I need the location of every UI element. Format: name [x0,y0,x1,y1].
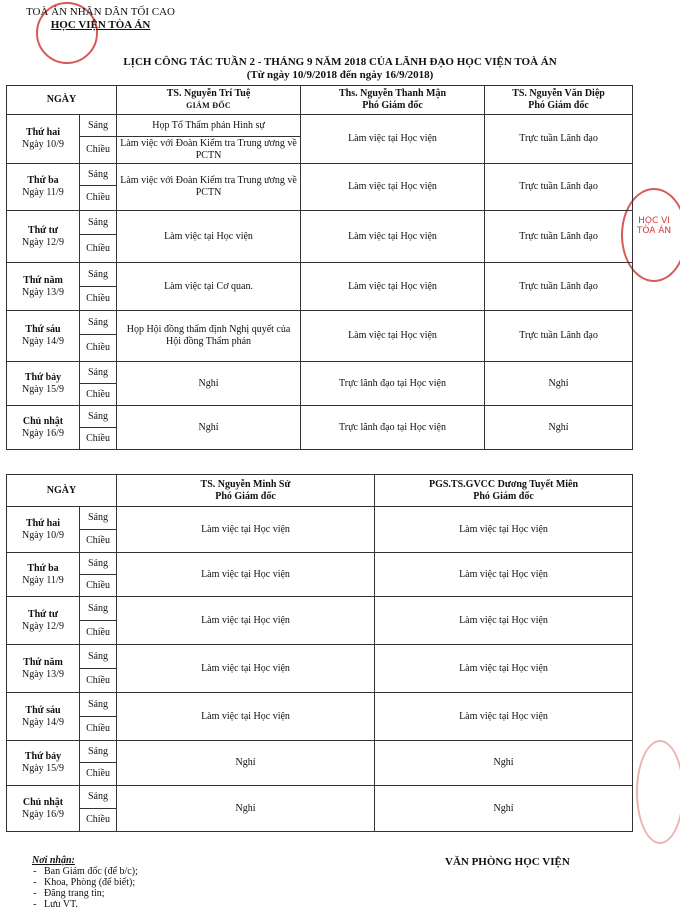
schedule-cell: Nghỉ [117,741,375,786]
schedule-cell: Làm việc với Đoàn Kiểm tra Trung ương về PCTN [117,137,301,164]
document-title [0,56,680,82]
stamp-text: TÒA ÁN [636,226,672,236]
session-am: Sáng [80,553,117,575]
date: Ngày 13/9 [22,286,64,298]
table-row [7,115,633,137]
table-row [7,211,633,235]
recipients-label: Nơi nhận: [32,855,75,866]
session-pm: Chiều [80,621,117,645]
table-row [7,645,633,669]
schedule-table-2 [6,474,633,832]
schedule-cell: Làm việc tại Học viện [117,211,301,263]
schedule-cell: Làm việc tại Học viện [301,263,485,311]
weekday: Thứ ba [27,175,59,186]
day-cell [7,211,80,263]
date: Ngày 10/9 [22,139,64,150]
leader-role: Phó Giám đốc [362,100,423,111]
leader-name: PGS.TS.GVCC Dương Tuyết Miên [428,478,579,490]
weekday: Thứ sáu [25,704,61,716]
date: Ngày 15/9 [22,763,64,774]
schedule-cell: Làm việc tại Học viện [301,115,485,164]
session-pm: Chiều [80,669,117,693]
weekday: Thứ tư [27,608,59,620]
leader-name: TS. Nguyễn Minh Sử [200,478,291,490]
session-am: Sáng [80,406,117,428]
date: Ngày 14/9 [22,336,64,347]
session-pm: Chiều [80,287,117,311]
schedule-cell: Trực lãnh đạo tại Học viện [301,362,485,406]
list-item: - Khoa, Phòng (để biết); [44,877,138,888]
date: Ngày 11/9 [22,574,64,586]
schedule-cell: Làm việc tại Học viện [301,311,485,362]
session-am: Sáng [80,311,117,335]
schedule-cell: Làm việc tại Học viện [301,164,485,211]
table-row [7,786,633,809]
day-column-header: NGÀY [7,475,117,507]
leader-name: TS. Nguyễn Văn Diệp [512,88,605,99]
list-item: - Ban Giám đốc (để b/c); [44,866,138,877]
session-pm: Chiều [80,137,117,164]
session-am: Sáng [80,507,117,530]
weekday: Thứ hai [25,127,61,138]
date: Ngày 14/9 [22,716,64,728]
leader-role: Phó Giám đốc [473,490,534,502]
weekday: Chủ nhật [22,796,64,808]
date: Ngày 15/9 [22,383,64,395]
schedule-cell: Nghỉ [375,741,633,786]
day-cell [7,741,80,786]
recipients-block [32,855,138,910]
schedule-cell: Trực tuần Lãnh đạo [485,115,633,164]
document-header [26,6,175,32]
schedule-cell: Trực lãnh đạo tại Học viện [301,406,485,450]
schedule-cell: Làm việc tại Cơ quan. [117,263,301,311]
leader-name: Ths. Nguyễn Thanh Mận [338,88,447,99]
session-am: Sáng [80,741,117,763]
schedule-cell: Làm việc tại Học viện [117,553,375,597]
schedule-cell: Làm việc tại Học viện [117,507,375,553]
weekday: Chủ nhật [22,415,64,427]
date: Ngày 16/9 [22,427,64,439]
session-pm: Chiều [80,186,117,211]
day-cell [7,786,80,832]
schedule-cell: Trực tuần Lãnh đạo [485,311,633,362]
session-pm: Chiều [80,575,117,597]
title-date-range: (Từ ngày 10/9/2018 đến ngày 16/9/2018) [246,69,434,81]
day-cell [7,693,80,741]
day-cell [7,311,80,362]
table-row [7,311,633,335]
leader-header [117,475,375,507]
date: Ngày 13/9 [22,668,64,680]
leader-role: GIÁM ĐỐC [186,101,231,110]
date: Ngày 12/9 [22,236,64,248]
date: Ngày 10/9 [22,529,64,541]
session-pm: Chiều [80,717,117,741]
table-row [7,164,633,186]
table-row [7,741,633,763]
table-row [7,597,633,621]
weekday: Thứ hai [25,517,61,529]
session-pm: Chiều [80,335,117,362]
day-cell [7,164,80,211]
session-am: Sáng [80,645,117,669]
day-cell [7,406,80,450]
schedule-cell: Làm việc tại Học viện [117,693,375,741]
schedule-cell: Nghỉ [485,362,633,406]
weekday: Thứ sáu [25,324,61,335]
schedule-cell: Làm việc tại Học viện [375,507,633,553]
day-cell [7,507,80,553]
leader-header [301,86,485,115]
session-pm: Chiều [80,235,117,263]
leader-role: Phó Giám đốc [528,100,589,111]
table-row [7,553,633,575]
leader-name: TS. Nguyễn Trí Tuệ [166,88,251,99]
leader-header [485,86,633,115]
day-cell [7,115,80,164]
day-cell [7,362,80,406]
faded-seal-stamp [636,740,680,844]
table-row [7,362,633,384]
schedule-cell: Làm việc tại Học viện [301,211,485,263]
table-row [7,693,633,717]
schedule-cell: Họp Hội đồng thẩm định Nghị quyết của Hội đồng Thẩm phán [117,311,301,362]
schedule-table-1 [6,85,633,450]
schedule-cell: Làm việc tại Học viện [117,645,375,693]
day-cell [7,553,80,597]
org-name: TOÀ ÁN NHÂN DÂN TỐI CAO [26,6,176,18]
weekday: Thứ bảy [24,371,62,383]
day-cell [7,263,80,311]
title-line: LỊCH CÔNG TÁC TUẦN 2 - THÁNG 9 NĂM 2018 CỦA LÃNH ĐẠO HỌC VIỆN TOÀ ÁN [123,56,557,68]
schedule-cell: Làm việc tại Học viện [117,597,375,645]
leader-header [375,475,633,507]
date: Ngày 12/9 [22,620,64,632]
list-item: - Đăng trang tin; [44,888,138,899]
schedule-cell: Nghỉ [485,406,633,450]
schedule-cell: Trực tuần Lãnh đạo [485,263,633,311]
day-column-header: NGÀY [7,86,117,115]
schedule-cell: Nghỉ [117,786,375,832]
table-header-row [7,475,633,507]
leader-role: Phó Giám đốc [215,490,276,502]
weekday: Thứ bảy [24,751,62,762]
schedule-cell: Nghỉ [117,362,301,406]
schedule-cell: Làm việc tại Học viện [375,645,633,693]
session-am: Sáng [80,693,117,717]
session-am: Sáng [80,786,117,809]
weekday: Thứ tư [27,224,59,236]
session-am: Sáng [80,362,117,384]
date: Ngày 11/9 [22,187,64,198]
table-row [7,507,633,530]
table-row [7,406,633,428]
leader-header [117,86,301,115]
schedule-cell: Làm việc tại Học viện [375,597,633,645]
session-pm: Chiều [80,428,117,450]
signature: VĂN PHÒNG HỌC VIỆN [445,856,570,868]
unit-name: HỌC VIỆN TÒA ÁN [50,19,151,31]
session-am: Sáng [80,211,117,235]
session-am: Sáng [80,263,117,287]
schedule-cell: Họp Tổ Thẩm phán Hình sự [117,115,301,137]
date: Ngày 16/9 [22,808,64,820]
recipients-list [32,866,138,910]
list-item: - Lưu VT. [44,899,138,910]
session-am: Sáng [80,597,117,621]
weekday: Thứ năm [23,656,63,668]
session-pm: Chiều [80,809,117,832]
session-am: Sáng [80,115,117,137]
table-header-row [7,86,633,115]
session-pm: Chiều [80,530,117,553]
schedule-cell: Làm việc tại Học viện [375,553,633,597]
schedule-cell: Nghỉ [117,406,301,450]
schedule-cell: Trực tuần Lãnh đạo [485,164,633,211]
schedule-cell: Nghỉ [375,786,633,832]
weekday: Thứ năm [23,274,63,286]
day-cell [7,597,80,645]
session-pm: Chiều [80,763,117,786]
schedule-cell: Làm việc với Đoàn Kiểm tra Trung ương về PCTN [117,164,301,211]
schedule-cell: Trực tuần Lãnh đạo [485,211,633,263]
day-cell [7,645,80,693]
weekday: Thứ ba [27,562,59,574]
schedule-cell: Làm việc tại Học viện [375,693,633,741]
session-pm: Chiều [80,384,117,406]
stamp-text: HỌC VI [638,216,670,226]
table-row [7,263,633,287]
session-am: Sáng [80,164,117,186]
